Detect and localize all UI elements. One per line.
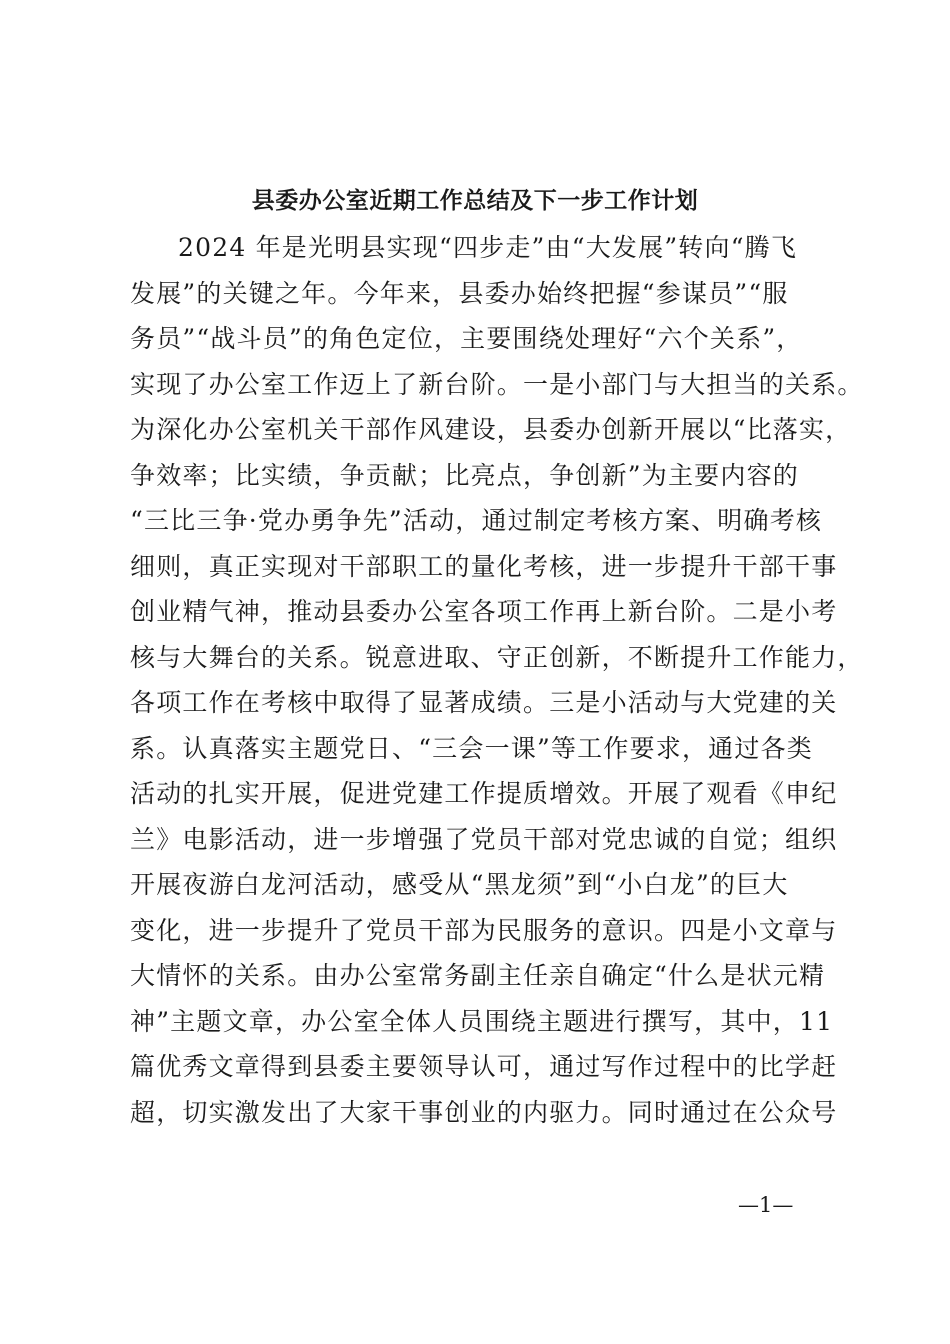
body-line: 变化，进一步提升了党员干部为民服务的意识。四是小文章与: [130, 915, 838, 945]
body-line: 实现了办公室工作迈上了新台阶。一是小部门与大担当的关系。: [130, 369, 864, 399]
body-line: 发展”的关键之年。今年来，县委办始终把握“参谋员”“服: [130, 278, 789, 308]
document-title: 县委办公室近期工作总结及下一步工作计划: [251, 187, 699, 214]
body-line: 活动的扎实开展，促进党建工作提质增效。开展了观看《申纪: [130, 779, 838, 808]
body-line: 系。认真落实主题党日、“三会一课”等工作要求，通过各类: [130, 733, 813, 763]
body-line: 各项工作在考核中取得了显著成绩。三是小活动与大党建的关: [130, 688, 838, 717]
body-line: 2024 年是光明县实现“四步走”由“大发展”转向“腾飞: [178, 233, 798, 262]
body-line: 务员”“战斗员”的角色定位，主要围绕处理好“六个关系”，: [130, 324, 803, 353]
body-line: 大情怀的关系。由办公室常务副主任亲自确定“什么是状元精: [130, 961, 826, 990]
body-line: 细则，真正实现对干部职工的量化考核，进一步提升干部干事: [130, 551, 838, 581]
body-line: 争效率；比实绩，争贡献；比亮点，争创新”为主要内容的: [130, 460, 799, 490]
body-line: 创业精气神，推动县委办公室各项工作再上新台阶。二是小考: [130, 597, 838, 626]
body-line: 核与大舞台的关系。锐意进取、守正创新，不断提升工作能力，: [130, 642, 864, 672]
body-line: 开展夜游白龙河活动，感受从“黑龙须”到“小白龙”的巨大: [130, 870, 789, 899]
body-line: 为深化办公室机关干部作风建设，县委办创新开展以“比落实，: [130, 415, 852, 444]
body-line: 篇优秀文章得到县委主要领导认可，通过写作过程中的比学赶: [130, 1052, 838, 1081]
body-line: “三比三争·党办勇争先”活动，通过制定考核方案、明确考核: [130, 506, 823, 535]
page-number: —1—: [738, 1193, 794, 1217]
body-line: 超，切实激发出了大家干事创业的内驱力。同时通过在公众号: [130, 1097, 838, 1127]
body-line: 兰》电影活动，进一步增强了党员干部对党忠诚的自觉；组织: [130, 824, 838, 854]
body-line: 神”主题文章，办公室全体人员围绕主题进行撰写，其中，11: [130, 1006, 834, 1036]
document-body: [130, 230, 864, 1140]
